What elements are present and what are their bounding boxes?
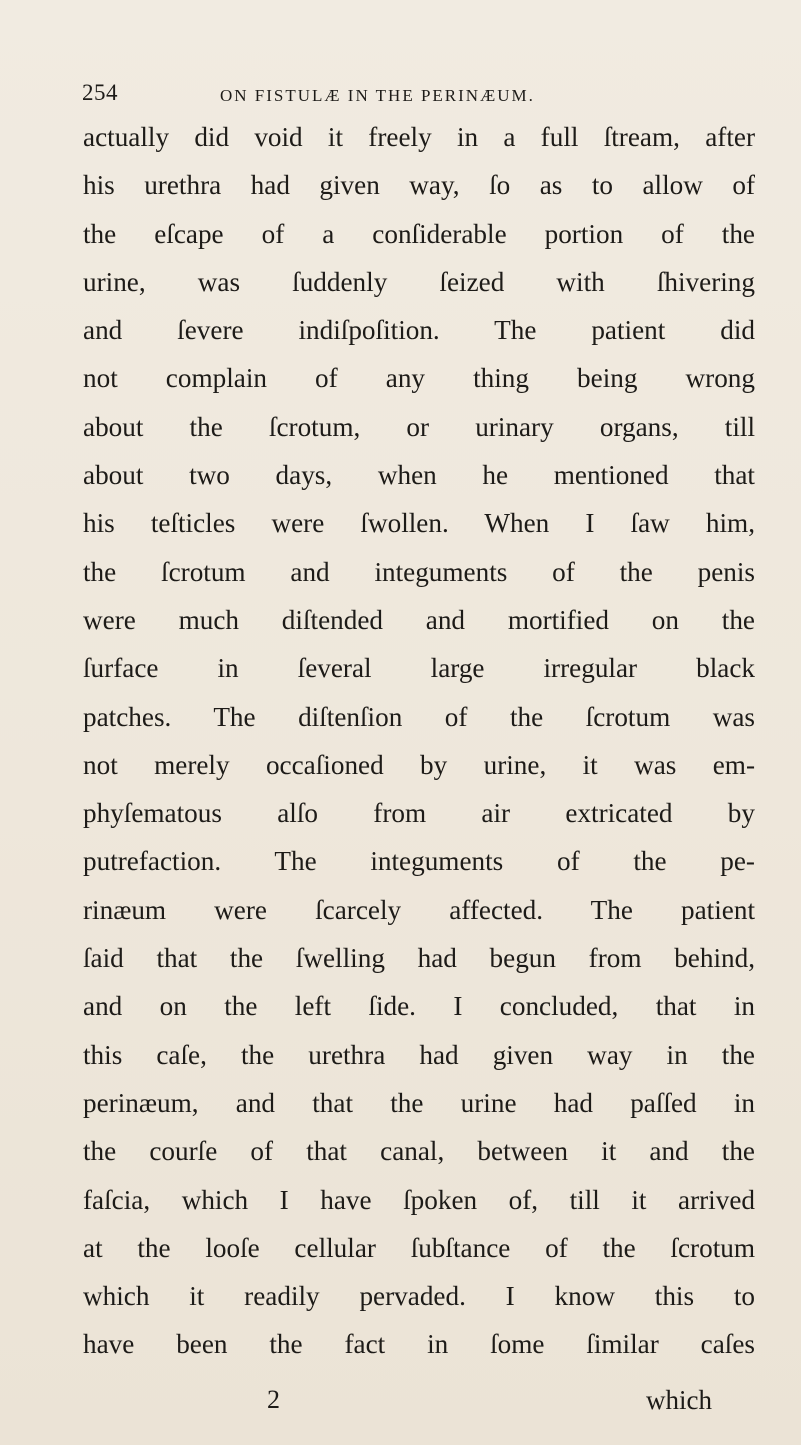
body-text <box>83 113 755 1369</box>
text-line-6: not complain of any thing being wrong <box>83 363 755 394</box>
text-line-4: urine, was ſuddenly ſeized with ſhivering <box>83 266 755 297</box>
page-footer <box>0 1385 801 1425</box>
text-line-12: ſurface in ſeveral large irregular black <box>83 653 755 684</box>
page-number: 254 <box>82 80 118 105</box>
text-line-19: and on the left ſide. I concluded, that in <box>83 991 755 1022</box>
text-line-1: actually did void it freely in a full ſtream, after <box>83 122 755 152</box>
text-line-20: this caſe, the urethra had given way in the <box>83 1039 755 1070</box>
signature-mark: 2 <box>267 1385 280 1414</box>
page-header <box>82 78 742 118</box>
running-head: ON FISTULÆ IN THE PERINÆUM. <box>220 86 535 105</box>
text-line-26: have been the fact in ſome ſimilar caſes <box>83 1329 755 1360</box>
text-line-3: the eſcape of a conſiderable portion of the <box>83 218 755 249</box>
text-line-23: faſcia, which I have ſpoken of, till it arrived <box>83 1184 755 1215</box>
text-line-10: the ſcrotum and integuments of the penis <box>83 556 755 587</box>
text-line-8: about two days, when he mentioned that <box>83 460 755 491</box>
text-line-9: his teſticles were ſwollen. When I ſaw him, <box>83 508 755 539</box>
text-line-13: patches. The diſtenſion of the ſcrotum was <box>83 701 755 732</box>
text-line-14: not merely occaſioned by urine, it was em- <box>83 749 755 780</box>
catchword: which <box>646 1385 712 1415</box>
text-line-25: which it readily pervaded. I know this to <box>83 1281 755 1312</box>
text-line-22: the courſe of that canal, between it and the <box>83 1136 755 1167</box>
text-line-16: putrefaction. The integuments of the pe- <box>83 846 755 877</box>
text-line-17: rinæum were ſcarcely affected. The patient <box>83 894 755 925</box>
text-line-5: and ſevere indiſpoſition. The patient did <box>83 315 755 346</box>
text-line-15: phyſematous alſo from air extricated by <box>83 798 755 829</box>
text-line-2: his urethra had given way, ſo as to allow of <box>83 170 755 201</box>
text-line-7: about the ſcrotum, or urinary organs, till <box>83 411 755 442</box>
text-line-18: ſaid that the ſwelling had begun from behind, <box>83 943 755 974</box>
text-line-24: at the looſe cellular ſubſtance of the ſcrotum <box>83 1232 755 1263</box>
text-line-11: were much diſtended and mortified on the <box>83 604 755 635</box>
text-line-21: perinæum, and that the urine had paſſed in <box>83 1087 755 1118</box>
